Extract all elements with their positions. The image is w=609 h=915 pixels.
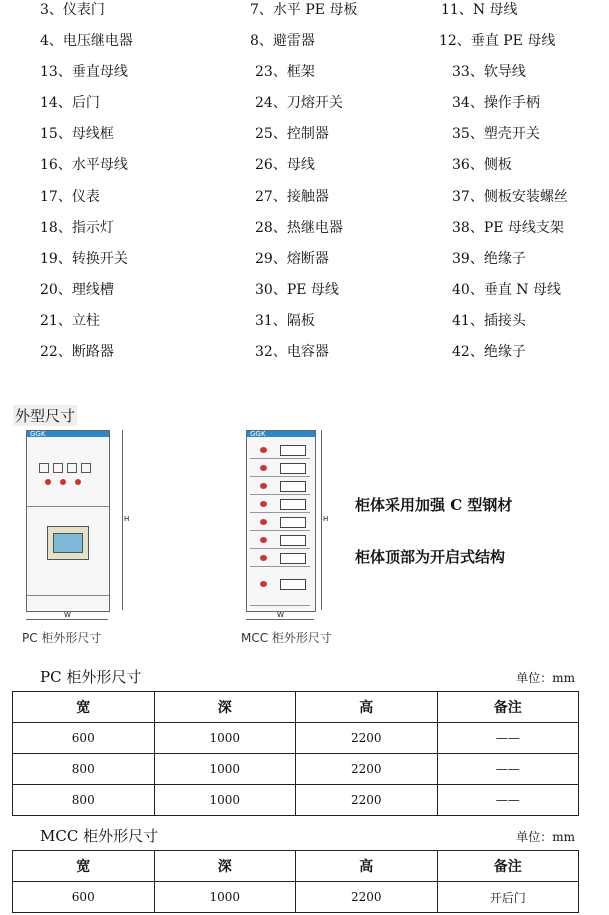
pc-table-unit: 单位：mm bbox=[516, 671, 575, 685]
width-label: W bbox=[277, 611, 284, 619]
part-item: 36、侧板 bbox=[452, 157, 512, 173]
part-item: 20、理线槽 bbox=[40, 282, 114, 298]
drawer-handle-icon bbox=[260, 555, 267, 561]
table-row bbox=[13, 754, 579, 785]
part-item: 4、电压继电器 bbox=[40, 33, 133, 49]
pc-cabinet-diagram bbox=[0, 425, 140, 650]
part-item: 11、N 母线 bbox=[441, 2, 518, 18]
mcc-drawer bbox=[250, 443, 310, 459]
cell: 2200 bbox=[296, 723, 438, 754]
cabinet-header-bar: GGK bbox=[27, 431, 109, 437]
header-depth: 深 bbox=[154, 692, 296, 723]
part-item: 29、熔断器 bbox=[255, 251, 329, 267]
mcc-size-table bbox=[12, 850, 579, 913]
height-dimension bbox=[321, 430, 322, 610]
mcc-cabinet bbox=[246, 430, 316, 612]
mcc-drawer bbox=[250, 515, 310, 531]
header-remark: 备注 bbox=[437, 692, 579, 723]
part-item: 31、隔板 bbox=[255, 313, 315, 329]
part-item: 26、母线 bbox=[255, 157, 315, 173]
header-width: 宽 bbox=[13, 851, 155, 882]
mcc-caption: MCC 柜外形尺寸 bbox=[241, 631, 332, 645]
cell: 2200 bbox=[296, 785, 438, 816]
part-item: 34、操作手柄 bbox=[452, 95, 540, 111]
header-depth: 深 bbox=[154, 851, 296, 882]
width-dimension bbox=[246, 619, 314, 620]
height-label: H bbox=[124, 515, 130, 523]
note-steel: 柜体采用加强 C 型钢材 bbox=[355, 496, 513, 514]
cell: 800 bbox=[13, 785, 155, 816]
drawer-handle-icon bbox=[260, 483, 267, 489]
breaker-window bbox=[47, 526, 89, 560]
part-item: 32、电容器 bbox=[255, 344, 329, 360]
mcc-drawer bbox=[250, 479, 310, 495]
part-item: 15、母线框 bbox=[40, 126, 114, 142]
cabinet-header-bar: GGK bbox=[247, 431, 315, 437]
cell: 1000 bbox=[154, 723, 296, 754]
section-title: 外型尺寸 bbox=[15, 407, 76, 425]
drawer-handle-icon bbox=[260, 537, 267, 543]
cell: 600 bbox=[13, 882, 155, 913]
part-item: 3、仪表门 bbox=[40, 2, 105, 18]
part-item: 40、垂直 N 母线 bbox=[452, 282, 561, 298]
part-item: 12、垂直 PE 母线 bbox=[439, 33, 556, 49]
header-height: 高 bbox=[296, 851, 438, 882]
height-label: H bbox=[323, 515, 329, 523]
drawer-panel bbox=[280, 499, 306, 510]
part-item: 37、侧板安装螺丝 bbox=[452, 189, 568, 205]
header-remark: 备注 bbox=[437, 851, 579, 882]
cell: —— bbox=[437, 723, 579, 754]
part-item: 17、仪表 bbox=[40, 189, 100, 205]
cell: 1000 bbox=[154, 785, 296, 816]
part-item: 35、塑壳开关 bbox=[452, 126, 540, 142]
cell: 1000 bbox=[154, 754, 296, 785]
cell: 600 bbox=[13, 723, 155, 754]
drawer-handle-icon bbox=[260, 447, 267, 453]
cell: 2200 bbox=[296, 754, 438, 785]
parts-list bbox=[0, 0, 609, 370]
height-dimension bbox=[122, 430, 123, 610]
part-item: 13、垂直母线 bbox=[40, 64, 128, 80]
cell: —— bbox=[437, 785, 579, 816]
table-header-row bbox=[13, 851, 579, 882]
header-width: 宽 bbox=[13, 692, 155, 723]
indicator-light bbox=[60, 479, 66, 485]
part-item: 25、控制器 bbox=[255, 126, 329, 142]
header-height: 高 bbox=[296, 692, 438, 723]
note-top: 柜体顶部为开启式结构 bbox=[355, 548, 506, 566]
cell: 1000 bbox=[154, 882, 296, 913]
part-item: 21、立柱 bbox=[40, 313, 100, 329]
width-label: W bbox=[64, 611, 71, 619]
cell: 开后门 bbox=[437, 882, 579, 913]
cell: —— bbox=[437, 754, 579, 785]
mcc-cabinet-diagram bbox=[235, 425, 355, 650]
part-item: 41、插接头 bbox=[452, 313, 526, 329]
part-item: 18、指示灯 bbox=[40, 220, 114, 236]
part-item: 14、后门 bbox=[40, 95, 100, 111]
part-item: 16、水平母线 bbox=[40, 157, 128, 173]
part-item: 30、PE 母线 bbox=[255, 282, 339, 298]
mcc-drawer bbox=[250, 551, 310, 567]
indicator-light bbox=[45, 479, 51, 485]
pc-table-title: PC 柜外形尺寸 bbox=[40, 668, 142, 686]
part-item: 8、避雷器 bbox=[250, 33, 315, 49]
mcc-drawer bbox=[250, 497, 310, 513]
table-row bbox=[13, 882, 579, 913]
part-item: 28、热继电器 bbox=[255, 220, 343, 236]
drawer-panel bbox=[280, 481, 306, 492]
table-header-row bbox=[13, 692, 579, 723]
drawer-panel bbox=[280, 535, 306, 546]
part-item: 24、刀熔开关 bbox=[255, 95, 343, 111]
drawer-handle-icon bbox=[260, 501, 267, 507]
meter-row bbox=[39, 461, 95, 469]
part-item: 7、水平 PE 母板 bbox=[250, 2, 358, 18]
drawer-handle-icon bbox=[260, 465, 267, 471]
part-item: 33、软导线 bbox=[452, 64, 526, 80]
width-dimension bbox=[26, 619, 108, 620]
cell: 800 bbox=[13, 754, 155, 785]
mcc-table-unit: 单位：mm bbox=[516, 830, 575, 844]
drawer-panel bbox=[280, 579, 306, 590]
pc-size-table bbox=[12, 691, 579, 816]
cell: 2200 bbox=[296, 882, 438, 913]
table-row bbox=[13, 785, 579, 816]
drawer-handle-icon bbox=[260, 519, 267, 525]
part-item: 27、接触器 bbox=[255, 189, 329, 205]
mcc-table-title: MCC 柜外形尺寸 bbox=[40, 827, 159, 845]
drawer-panel bbox=[280, 553, 306, 564]
mcc-drawer bbox=[250, 533, 310, 549]
part-item: 22、断路器 bbox=[40, 344, 114, 360]
part-item: 38、PE 母线支架 bbox=[452, 220, 564, 236]
part-item: 39、绝缘子 bbox=[452, 251, 526, 267]
drawer-handle-icon bbox=[260, 581, 267, 587]
mcc-drawer bbox=[250, 577, 310, 606]
drawer-panel bbox=[280, 445, 306, 456]
drawer-panel bbox=[280, 517, 306, 528]
drawer-panel bbox=[280, 463, 306, 474]
mcc-drawer bbox=[250, 461, 310, 477]
pc-caption: PC 柜外形尺寸 bbox=[22, 631, 102, 645]
indicator-light bbox=[75, 479, 81, 485]
part-item: 23、框架 bbox=[255, 64, 315, 80]
part-item: 42、绝缘子 bbox=[452, 344, 526, 360]
part-item: 19、转换开关 bbox=[40, 251, 128, 267]
pc-cabinet bbox=[26, 430, 110, 612]
table-row bbox=[13, 723, 579, 754]
